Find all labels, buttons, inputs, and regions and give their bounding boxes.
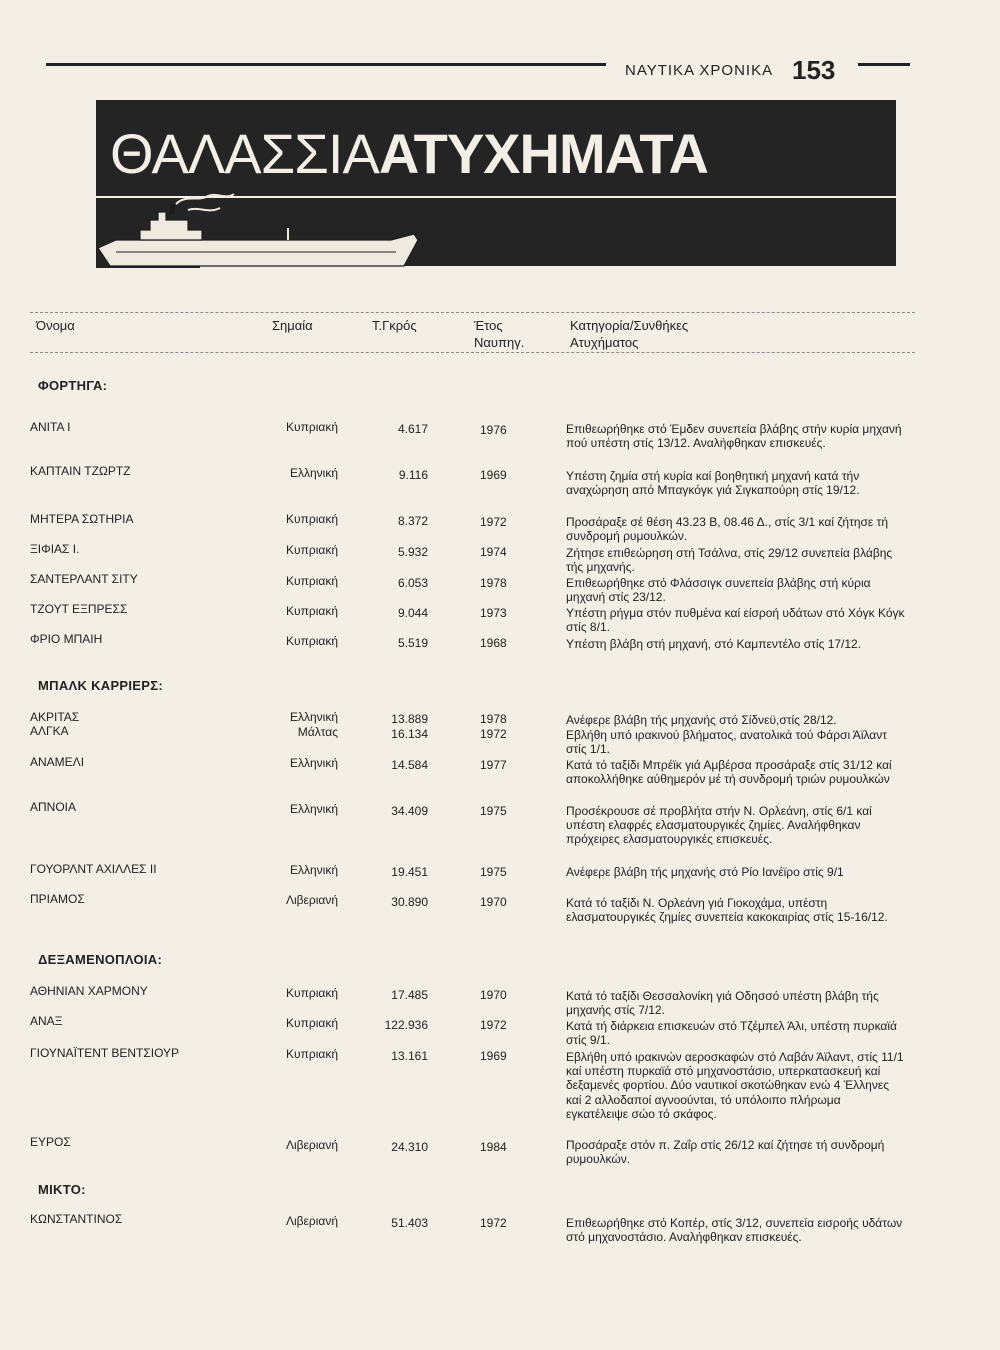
row-description: Υπέστη βλάβη στή μηχανή, στό Καμπεντέλο στίς 17/12. <box>566 637 862 651</box>
row-year: 1972 <box>480 1216 507 1230</box>
row-flag: Λιβεριανή <box>285 1138 338 1152</box>
page-number: 153 <box>792 55 836 85</box>
row-tonnage: 9.116 <box>398 468 428 482</box>
ship-silhouette-icon <box>96 190 426 280</box>
row-flag: Ελληνική <box>289 756 338 770</box>
row-description: Υπέστη ρήγμα στόν πυθμένα καί είσροή υδάτων στό Χόγκ Κόγκ στίς 8/1. <box>566 606 905 635</box>
row-tonnage: 34.409 <box>391 804 428 818</box>
row-description: Ζήτησε επιθεώρηση στή Τσάλνα, στίς 29/12 συνεπεία βλάβης τής μηχανής. <box>566 546 893 575</box>
row-description: Προσάραξε στόν π. Ζαΐρ στίς 26/12 καί ζήτησε τή συνδρομή ρυμουλκών. <box>566 1138 885 1167</box>
row-flag: Κυπριακή <box>286 634 338 648</box>
row-description: Επιθεωρήθηκε στό Έμδεν συνεπεία βλάβης στήν κυρία μηχανή πού υπέστη στίς 13/12. Αναλήφθηκαν επισκευές. <box>566 422 902 451</box>
row-flag: Κυπριακή <box>286 512 338 526</box>
row-name: ΤΖΟΥΤ ΕΞΠΡΕΣΣ <box>30 602 128 616</box>
row-description: Υπέστη ζημία στή κυρία καί βοηθητική μηχανή κατά τήν αναχώρηση από Μπαγκόγκ γιά Σιγκαπούρη στίς 19/12. <box>566 469 860 498</box>
row-tonnage: 9.044 <box>397 606 428 620</box>
row-flag: Κυπριακή <box>286 1047 338 1061</box>
row-year: 1972 <box>480 1018 507 1032</box>
page-title <box>110 124 708 184</box>
row-name: ΓΙΟΥΝΑΪΤΕΝΤ ΒΕΝΤΣΙΟΥΡ <box>30 1046 180 1060</box>
row-flag: Κυπριακή <box>286 420 338 434</box>
row-year: 1973 <box>480 606 507 620</box>
row-year: 1970 <box>480 988 507 1002</box>
row-year: 1970 <box>480 895 507 909</box>
header-rule-left <box>46 63 606 66</box>
row-tonnage: 13.889 <box>391 712 428 726</box>
row-flag: Κυπριακή <box>286 574 338 588</box>
row-flag: Κυπριακή <box>286 543 338 557</box>
section-title: ΜΠΑΛΚ ΚΑΡΡΙΕΡΣ: <box>38 678 163 693</box>
row-year: 1969 <box>480 1049 507 1063</box>
row-description: Ανέφερε βλάβη τής μηχανής στό Σίδνεϋ,στίς 28/12. <box>566 713 837 727</box>
row-tonnage: 51.403 <box>391 1216 428 1230</box>
row-tonnage: 13.161 <box>391 1049 428 1063</box>
column-header-category: Κατηγορία/Συνθήκες Ατυχήματος <box>570 318 689 350</box>
row-year: 1972 <box>480 727 507 741</box>
row-flag: Ελληνική <box>289 802 338 816</box>
row-flag: Κυπριακή <box>286 604 338 618</box>
column-header-tonnage: Τ.Γκρός <box>372 318 417 333</box>
page-title-bold: ΑΤΥΧΗΜΑΤΑ <box>378 122 708 185</box>
row-description: Κατά τό ταξίδι Θεσσαλονίκη γιά Οδησσό υπέστη βλάβη τής μηχανής στίς 7/12. <box>566 989 879 1018</box>
row-tonnage: 5.519 <box>397 636 428 650</box>
row-name: ΠΡΙΑΜΟΣ <box>30 892 85 906</box>
row-name: ΦΡΙΟ ΜΠΑΙΗ <box>30 632 103 646</box>
row-description: Επιθεωρήθηκε στό Φλάσσιγκ συνεπεία βλάβης στή κύρια μηχανή στίς 23/12. <box>566 576 871 605</box>
row-name: ΚΑΠΤΑΙΝ ΤΖΩΡΤΖ <box>30 464 131 478</box>
row-tonnage: 16.134 <box>391 727 428 741</box>
row-flag: Ελληνική <box>289 466 338 480</box>
row-flag: Κυπριακή <box>286 986 338 1000</box>
section-title: ΜΙΚΤΟ: <box>38 1182 86 1197</box>
row-description: Προσάραξε σέ θέση 43.23 Β, 08.46 Δ., στίς 3/1 καί ζήτησε τή συνδρομή ρυμουλκών. <box>566 515 889 544</box>
row-flag: Κυπριακή <box>286 1016 338 1030</box>
page-title-thin: ΘΑΛΑΣΣΙΑ <box>110 122 379 185</box>
row-year: 1978 <box>480 712 507 726</box>
row-tonnage: 4.617 <box>397 422 428 436</box>
row-description: Κατά τό ταξίδι Μπρέϊκ γιά Αμβέρσα προσάραξε στίς 31/12 καί αποκολλήθηκε αύθημερόν μέ τή συνδρομή τριών ρυμουλκών <box>566 758 892 787</box>
row-tonnage: 8.372 <box>397 514 428 528</box>
row-name: ΚΩΝΣΤΑΝΤΙΝΟΣ <box>30 1212 123 1226</box>
row-description: Εβλήθη υπό ιρακινού βλήματος, ανατολικά τού Φάρσι Άϊλαντ στίς 1/1. <box>566 728 887 757</box>
row-flag: Μάλτας <box>297 725 338 739</box>
row-name: ΑΛΓΚΑ <box>30 724 69 738</box>
table-rule-top <box>30 312 915 313</box>
row-tonnage: 14.584 <box>391 758 428 772</box>
row-name: ΞΙΦΙΑΣ Ι. <box>30 542 80 556</box>
row-name: ΣΑΝΤΕΡΛΑΝΤ ΣΙΤΥ <box>30 572 138 586</box>
row-flag: Ελληνική <box>289 710 338 724</box>
row-year: 1976 <box>480 423 507 437</box>
row-flag: Λιβεριανή <box>285 893 338 907</box>
row-tonnage: 5.932 <box>397 545 428 559</box>
row-description: Κατά τό ταξίδι Ν. Ορλεάνη γιά Γιοκοχάμα, υπέστη ελασματουργικές ζημίες συνεπεία κακοκαιρίας στίς 15-16/12. <box>566 896 888 925</box>
row-year: 1975 <box>480 865 507 879</box>
row-name: ΑΠΝΟΙΑ <box>30 800 77 814</box>
row-description: Ανέφερε βλάβη τής μηχανής στό Ρίο Ιανέϊρο στίς 9/1 <box>566 865 844 879</box>
row-name: ΑΚΡΙΤΑΣ <box>30 710 80 724</box>
row-flag: Ελληνική <box>289 863 338 877</box>
row-name: ΑΝΑΜΕΛΙ <box>30 755 85 769</box>
row-year: 1977 <box>480 758 507 772</box>
row-description: Επιθεωρήθηκε στό Κοπέρ, στίς 3/12, συνεπεία εισροής υδάτων στό μηχανοστάσιο. Αναλήφθηκαν επισκευές. <box>566 1216 903 1245</box>
row-name: ΑΘΗΝΙΑΝ ΧΑΡΜΟΝΥ <box>30 984 148 998</box>
column-header-flag: Σημαία <box>272 318 313 333</box>
row-name: ΓΟΥΟΡΛΝΤ ΑΧΙΛΛΕΣ ΙΙ <box>30 862 157 876</box>
row-tonnage: 30.890 <box>391 895 428 909</box>
section-title: ΔΕΞΑΜΕΝΟΠΛΟΙΑ: <box>38 952 163 967</box>
row-tonnage: 24.310 <box>391 1140 428 1154</box>
row-tonnage: 6.053 <box>397 576 428 590</box>
row-name: ΕΥΡΟΣ <box>30 1135 71 1149</box>
row-year: 1969 <box>480 468 507 482</box>
row-tonnage: 19.451 <box>391 865 428 879</box>
row-flag: Λιβεριανή <box>285 1214 338 1228</box>
row-description: Προσέκρουσε σέ προβλήτα στήν Ν. Ορλεάνη, στίς 6/1 καί υπέστη ελαφρές ελασματουργικές ζημίες. Αναλήφθηκαν πρόχειρες ελασματουργικές επισκευές. <box>566 804 872 847</box>
row-name: ΜΗΤΕΡΑ ΣΩΤΗΡΙΑ <box>30 512 134 526</box>
row-year: 1978 <box>480 576 507 590</box>
header-rule-right <box>858 63 910 66</box>
row-name: ΑΝΙΤΑ Ι <box>30 420 71 434</box>
row-year: 1968 <box>480 636 507 650</box>
row-description: Εβλήθη υπό ιρακινών αεροσκαφών στό Λαβάν Άϊλαντ, στίς 11/1 καί υπέστη πυρκαϊά στό μηχανοστάσιο, υπερκατασκευή καί δεξαμενές φορτίου. Δύο ναυτικοί σκοτώθηκαν ενώ 4 Έλληνες καί 2 αλλοδαποί αγνοούνται, τό υπόλοιπο πλήρωμα εγκατέλειψε σώο τό σκάφος. <box>566 1050 904 1121</box>
row-year: 1974 <box>480 545 507 559</box>
row-year: 1972 <box>480 515 507 529</box>
row-description: Κατά τή διάρκεια επισκευών στό Τζέμπελ Άλι, υπέστη πυρκαϊά στίς 9/1. <box>566 1019 897 1048</box>
row-name: ΑΝΑΞ <box>30 1014 63 1028</box>
table-rule-bottom <box>30 352 915 353</box>
section-title: ΦΟΡΤΗΓΑ: <box>38 378 108 393</box>
row-year: 1975 <box>480 804 507 818</box>
publication-name: ΝΑΥΤΙΚΑ ΧΡΟΝΙΚΑ <box>625 62 774 79</box>
row-tonnage: 17.485 <box>391 988 428 1002</box>
column-header-name: Όνομα <box>36 318 75 333</box>
row-tonnage: 122.936 <box>384 1018 428 1032</box>
column-header-year: Έτος Ναυπηγ. <box>474 318 525 350</box>
row-year: 1984 <box>480 1140 507 1154</box>
